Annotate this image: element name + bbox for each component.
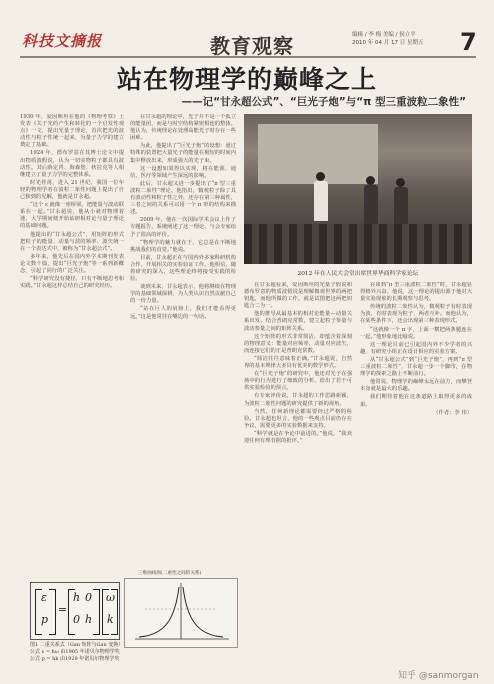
paragraph: 他常说，物理学的巅峰永远在前方，而攀登本身就是最大的乐趣。 bbox=[360, 379, 472, 393]
paragraph: 谈到未来，甘永超表示，他将继续在物理学的基础领域深耕，为人类认识自然贡献自己的一份力量。 bbox=[130, 284, 236, 305]
person-figure bbox=[364, 176, 378, 225]
matrix-symbol: p bbox=[41, 613, 49, 626]
page-number: 7 bbox=[460, 28, 477, 56]
paragraph: 传统的波粒二象性认为，微观粒子有时表现为波，有时表现为粒子，两者互补。而他认为，在某些条件下，还会出现第三种表现形式。 bbox=[360, 304, 472, 325]
paragraph: “科学就是在争论中前进的。”他说，“我欢迎任何有理有据的批评。” bbox=[244, 430, 352, 444]
paragraph: “物理学的魅力就在于，它总是在不断地挑战我们的直觉。”他说。 bbox=[130, 239, 236, 253]
paragraph: 为此，他提出了“巨光子炮”的设想：通过特殊的装置把大量光子的能量在极短的时间内集中释放出来，形成强大的光子束。 bbox=[130, 143, 236, 164]
paragraph: “简洁往往意味着正确。”甘永超说，自然界的基本规律大多具有优美的数学形式。 bbox=[244, 355, 352, 370]
date-line: 2010 年 04 月 17 日 星期五 bbox=[352, 40, 424, 46]
section-title: 教育观察 bbox=[210, 34, 294, 58]
curve-svg bbox=[125, 579, 237, 647]
left-curve bbox=[139, 587, 179, 637]
paragraph: 2009 年，他在一次国际学术会议上作了专题报告，系统阐述了这一理论，与会专家给予了很高的评价。 bbox=[130, 217, 236, 238]
caption-line: 公式 p = hk 由1929 年诺贝尔物理学奖 bbox=[30, 656, 120, 662]
matrix-symbol: ω bbox=[106, 591, 115, 604]
brand-logo: 科技文摘报 bbox=[22, 32, 103, 50]
paragraph: 他提出的“甘永超公式”，用矩阵的形式把粒子的能量、动量与波的频率、波矢统一在一个表达式中，被称为“甘永超公式”。 bbox=[20, 231, 124, 252]
text-column-1 bbox=[20, 114, 124, 574]
paragraph: 在“巨光子炮”的研究中，他还对光子在强场中的行为进行了细致的分析，给出了若干可供实验检验的预言。 bbox=[244, 371, 352, 392]
article-subtitle: ——记“甘永超公式”、“巨光子炮”与“π 型三重波粒二象性” bbox=[181, 96, 466, 108]
paragraph: 这一理论目前已引起国内外不少学者的兴趣，有研究小组正在设计相应的实验方案。 bbox=[360, 341, 472, 355]
matrix-symbol: 0 bbox=[73, 613, 80, 626]
article-title: 站在物理学的巅峰之上 bbox=[116, 65, 377, 94]
audience bbox=[244, 224, 472, 264]
matrix-symbol: h bbox=[85, 613, 93, 626]
paragraph: 多年来，他先后在国内外学术期刊发表论文数十篇，提出“巨光子炮”等一系列新概念，引起了同行的广泛关注。 bbox=[20, 253, 124, 274]
caption-line: 公式 ε = hω 由1905 年诺贝尔物理学奖 bbox=[30, 649, 120, 655]
matrix-symbol: 0 bbox=[85, 591, 92, 604]
paragraph: 在甘永超的理论中，光子并不是一个孤立的能量团，而是与时空结构紧密相连的整体。他认为，传统理论在处理高能光子时存在一些困难。 bbox=[130, 114, 236, 142]
event-photo bbox=[244, 114, 472, 264]
paragraph: 这一设想如果得以实现，将在能源、通信、医疗等领域产生深远的影响。 bbox=[130, 165, 236, 179]
person-figure bbox=[314, 172, 328, 221]
figure-caption bbox=[30, 642, 235, 663]
right-curve bbox=[183, 587, 223, 637]
paragraph: “站在巨人的肩膀上，我们才能看得更远。”这是他常挂在嘴边的一句话。 bbox=[130, 306, 236, 320]
paragraph: “这就像一个 π 字，上面一横把两条腿连在一起。”他形象地比喻说。 bbox=[360, 326, 472, 340]
curve-figure-title: 三维曲线图(二重性之间的关系) bbox=[138, 571, 202, 576]
paragraph: 这个矩阵的形式非常简洁，却蕴含着深刻的物理意义：能量对应频率，动量对应波矢，而连接它们的正是普朗克常数。 bbox=[244, 333, 352, 354]
issue-meta bbox=[352, 31, 423, 47]
paragraph: 1924 年，德布罗意在其博士论文中提出物质波假说，认为一切实物粒子都具有波动性。其后薛定谔、海森堡、狄拉克等人相继建立了量子力学的完整体系。 bbox=[20, 150, 124, 178]
paragraph: 我们期待着他在这条道路上取得更多的成果。 bbox=[360, 394, 472, 408]
paragraph: 1930 年，爱因斯坦在他的《物理考察》上发表《关于光的产生和转化的一个启发性观点》一文，提出光量子理论，首次把光的波动性与粒子性统一起来，为量子力学的建立奠定了基础。 bbox=[20, 114, 124, 149]
paragraph: 此后，甘永超又进一步提出了“π 型三重波粒二象性”理论。他指出，微观粒子除了具有波动性和粒子性之外，还存在第三种属性，三者之间的关系可以用一个 π 形的结构来描述。 bbox=[130, 180, 236, 216]
curve-figure bbox=[124, 578, 238, 648]
matrix-symbol: k bbox=[107, 613, 114, 626]
author-signature: （作者：李 伟） bbox=[433, 409, 472, 416]
paragraph: 在甘永超看来，爱因斯坦的光量子假说和德布罗意的物质波假说是理解微观世界的两把钥匙，而他所做的工作，就是试图把这两把钥匙合二为一。 bbox=[244, 282, 352, 310]
text-column-3 bbox=[244, 282, 352, 662]
paragraph: “这个 ε 就像一座桥梁，把能量与波动联系在一起。”甘永超说，他从小就对物理着迷，大学期间便开始钻研相对论与量子理论的基础问题。 bbox=[20, 202, 124, 230]
matrix-symbol: h bbox=[73, 591, 81, 604]
person-figure bbox=[394, 178, 408, 227]
caption-line: 图1 二重关系式（Gan 矩阵与Gan 变换） bbox=[30, 642, 124, 648]
matrix-symbol: ε bbox=[41, 591, 47, 604]
matrix-equation bbox=[30, 582, 120, 640]
masthead bbox=[20, 28, 476, 58]
editor-line: 编辑 / 李 梅 美编 / 侯立平 bbox=[352, 32, 416, 38]
paragraph: 在谈到“π 型三重波粒二象性”时，甘永超显得格外兴奋。他说，这一理论的提出源于他对大量实验现象的长期观察与思考。 bbox=[360, 282, 472, 303]
paragraph: 有专家评价说，甘永超的工作思路新颖，为波粒二象性问题的研究提供了新的视角。 bbox=[244, 393, 352, 407]
paragraph: 目前，甘永超正在与国内外多家科研机构合作，开展相关的实验验证工作。他相信，随着研究的深入，这些理论终将接受实践的检验。 bbox=[130, 254, 236, 283]
paragraph: 当然，任何新理论都需要经过严格的检验。甘永超也坦言，他的一些观点目前仍存在争议，需要更多的实验数据来支持。 bbox=[244, 408, 352, 429]
paragraph: 他的推导从最基本的相对论能量—动量关系出发，结合普朗克常数，建立起粒子参量与波动参量之间的矩阵关系。 bbox=[244, 311, 352, 332]
equals-sign: = bbox=[58, 603, 68, 616]
paragraph: 从“甘永超公式”到“巨光子炮”，再到“π 型三重波粒二象性”，甘永超一步一个脚印，在物理学的探索之路上不断前行。 bbox=[360, 356, 472, 378]
paragraph: 时光荏苒，进入 21 世纪，我国一位年轻的物理学者在波粒二象性问题上提出了自己独到的见解，他就是甘永超。 bbox=[20, 179, 124, 201]
text-column-4 bbox=[360, 282, 472, 662]
text-column-2 bbox=[130, 114, 236, 564]
photo-caption: 2012 年在人民大会堂出席世界华商科学家论坛 bbox=[297, 271, 419, 277]
watermark: 知乎 @sanmorgan bbox=[398, 671, 479, 681]
paragraph: “科学研究没有捷径，只有不断地思考和实践。”甘永超这样总结自己的研究经历。 bbox=[20, 276, 124, 290]
